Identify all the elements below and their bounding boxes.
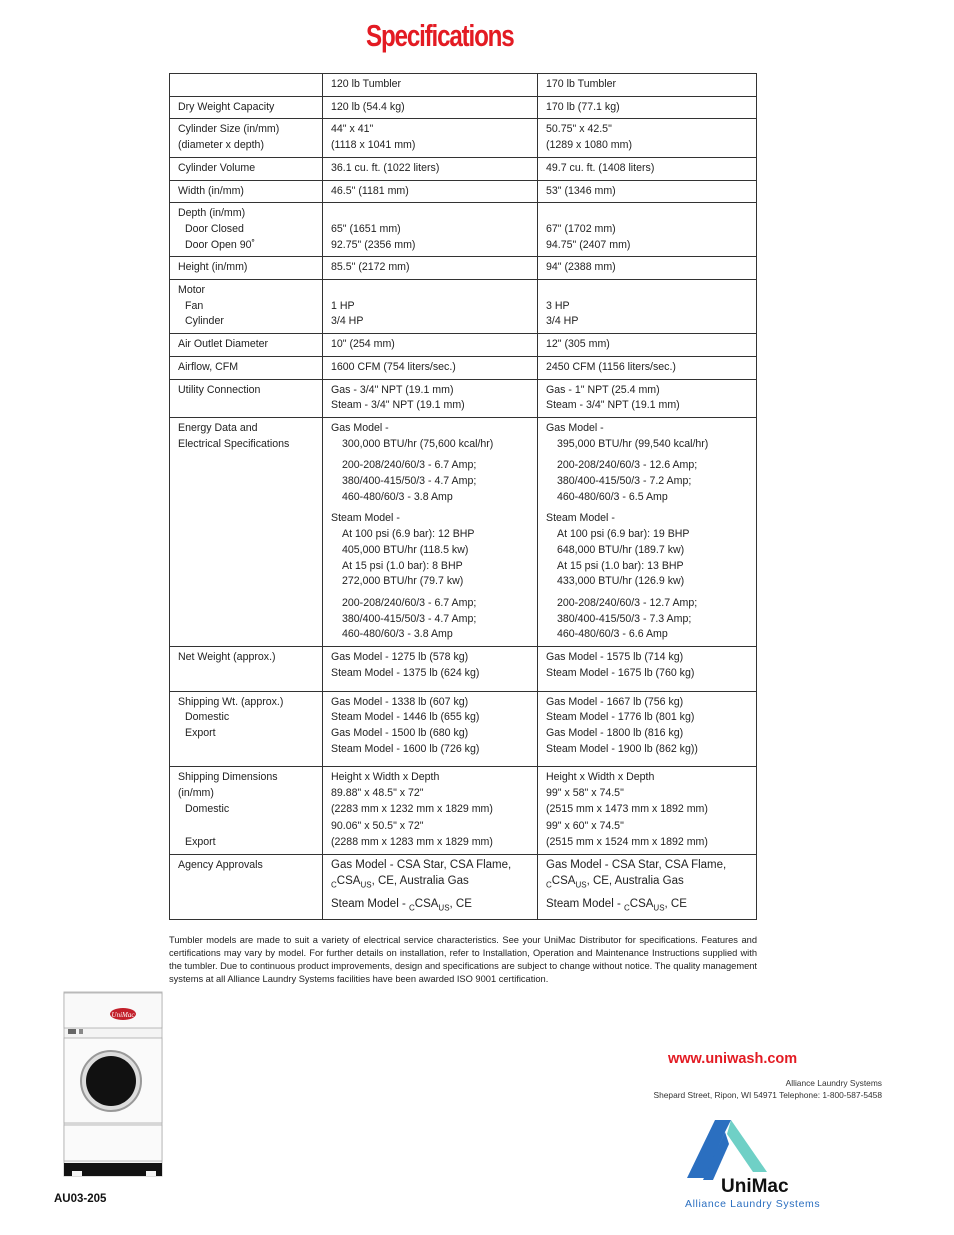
table-row <box>170 356 757 379</box>
row-label: Energy Data and Electrical Specifications <box>170 417 323 646</box>
table-row <box>170 203 757 257</box>
value-120: 85.5" (2172 mm) <box>323 257 538 280</box>
value-170: 12" (305 mm) <box>538 334 757 357</box>
specifications-table <box>169 73 757 920</box>
value-120: 1 HP 3/4 HP <box>323 280 538 334</box>
website-link[interactable]: www.uniwash.com <box>668 1051 798 1067</box>
table-header-row <box>170 74 757 97</box>
value-170: Gas Model - CSA Star, CSA Flame, $_CCSA_{US}$, CE, Australia Gas Steam Model - $_CCSA_{US}$, CE <box>538 854 757 919</box>
value-170: Gas Model - 1575 lb (714 kg) Steam Model - 1675 lb (760 kg) <box>538 647 757 691</box>
row-label: Cylinder Volume <box>170 157 323 180</box>
value-170: Gas - 1" NPT (25.4 mm) Steam - 3/4" NPT (19.1 mm) <box>538 379 757 417</box>
disclaimer-text: Tumbler models are made to suit a variety of electrical service characteristics. See your UniMac Distributor for specifications. Features and certifications may vary by model. For further details on installation, refer to Installation, Operation and Maintenance Instructions supplied with the tumbler. Due to continuous product improvements, design and specifications are subject to change without notice. The quality management systems at all Alliance Laundry Systems facilities have been awarded ISO 9001 certification. <box>169 935 757 984</box>
value-120: 44" x 41" (1118 x 1041 mm) <box>323 119 538 157</box>
row-label: Air Outlet Diameter <box>170 334 323 357</box>
value-170: Gas Model - 1667 lb (756 kg) Steam Model - 1776 lb (801 kg) Gas Model - 1800 lb (816 kg) Steam Model - 1900 lb (862 kg)) <box>538 691 757 767</box>
value-120: Gas Model - CSA Star, CSA Flame, $_CCSA_{US}$, CE, Australia Gas Steam Model - $_CCSA_{US}$, CE <box>323 854 538 919</box>
row-label: Agency Approvals <box>170 854 323 919</box>
value-120: Gas Model - 300,000 BTU/hr (75,600 kcal/hr) 200-208/240/60/3 - 6.7 Amp; 380/400-415/50/3 - 4.7 Amp; 460-480/60/3 - 3.8 Amp Steam Model - At 100 psi (6.9 bar): 12 BHP 405,000 BTU/hr (118.5 kw) At 15 psi (1.0 bar): 8 BHP 272,000 BTU/hr (79.7 kw) 200-208/240/60/3 - 6.7 Amp; 380/400-415/50/3 - 4.7 Amp; 460-480/60/3 - 3.8 Amp <box>323 417 538 646</box>
header-cell: 170 lb Tumbler <box>538 74 757 97</box>
table-row <box>170 119 757 157</box>
value-120: 36.1 cu. ft. (1022 liters) <box>323 157 538 180</box>
table-row <box>170 280 757 334</box>
row-label: Dry Weight Capacity <box>170 96 323 119</box>
value-170: 49.7 cu. ft. (1408 liters) <box>538 157 757 180</box>
header-cell <box>170 74 323 97</box>
value-170: 50.75" x 42.5" (1289 x 1080 mm) <box>538 119 757 157</box>
table-row <box>170 647 757 691</box>
row-label: Motor Fan Cylinder <box>170 280 323 334</box>
row-label: Utility Connection <box>170 379 323 417</box>
value-170: Gas Model - 395,000 BTU/hr (99,540 kcal/hr) 200-208/240/60/3 - 12.6 Amp; 380/400-415/50/3 - 7.2 Amp; 460-480/60/3 - 6.5 Amp Steam Model - At 100 psi (6.9 bar): 19 BHP 648,000 BTU/hr (189.7 kw) At 15 psi (1.0 bar): 13 BHP 433,000 BTU/hr (126.9 kw) 200-208/240/60/3 - 12.7 Amp; 380/400-415/50/3 - 7.3 Amp; 460-480/60/3 - 6.6 Amp <box>538 417 757 646</box>
row-label: Height (in/mm) <box>170 257 323 280</box>
value-120: Gas - 3/4" NPT (19.1 mm) Steam - 3/4" NPT (19.1 mm) <box>323 379 538 417</box>
value-170: 67" (1702 mm) 94.75" (2407 mm) <box>538 203 757 257</box>
table-row <box>170 767 757 855</box>
value-170: 3 HP 3/4 HP <box>538 280 757 334</box>
table-row <box>170 334 757 357</box>
logo-brand: UniMac <box>721 1176 789 1197</box>
row-label: Depth (in/mm) Door Closed Door Open 90˚ <box>170 203 323 257</box>
dryer-badge: UniMac <box>111 1011 135 1019</box>
document-code: AU03-205 <box>54 1193 107 1205</box>
address-block: Alliance Laundry Systems Shepard Street, Ripon, WI 54971 Telephone: 1-800-587-5458 <box>653 1078 882 1100</box>
table-row <box>170 96 757 119</box>
table-row <box>170 157 757 180</box>
table-row <box>170 257 757 280</box>
row-label: Net Weight (approx.) <box>170 647 323 691</box>
value-170: 94" (2388 mm) <box>538 257 757 280</box>
value-120: 10" (254 mm) <box>323 334 538 357</box>
table-row <box>170 854 757 919</box>
value-170: 170 lb (77.1 kg) <box>538 96 757 119</box>
logo-tagline: Alliance Laundry Systems <box>685 1198 821 1210</box>
value-170: 53" (1346 mm) <box>538 180 757 203</box>
table-row <box>170 379 757 417</box>
value-120: Gas Model - 1275 lb (578 kg) Steam Model - 1375 lb (624 kg) <box>323 647 538 691</box>
value-120: Height x Width x Depth 89.88" x 48.5" x 72" (2283 mm x 1232 mm x 1829 mm) 90.06" x 50.5" x 72" (2288 mm x 1283 mm x 1829 mm) <box>323 767 538 855</box>
page-title: Specifications <box>366 18 514 53</box>
table-row <box>170 417 757 646</box>
row-label: Shipping Wt. (approx.) Domestic Export <box>170 691 323 767</box>
row-label: Cylinder Size (in/mm) (diameter x depth) <box>170 119 323 157</box>
header-cell: 120 lb Tumbler <box>323 74 538 97</box>
tumbler-dryer-image <box>62 991 164 1177</box>
table-row <box>170 180 757 203</box>
value-120: Gas Model - 1338 lb (607 kg) Steam Model - 1446 lb (655 kg) Gas Model - 1500 lb (680 kg) Steam Model - 1600 lb (726 kg) <box>323 691 538 767</box>
table-row <box>170 691 757 767</box>
value-120: 65" (1651 mm) 92.75" (2356 mm) <box>323 203 538 257</box>
value-120: 120 lb (54.4 kg) <box>323 96 538 119</box>
value-170: Height x Width x Depth 99" x 58" x 74.5" (2515 mm x 1473 mm x 1892 mm) 99" x 60" x 74.5" (2515 mm x 1524 mm x 1892 mm) <box>538 767 757 855</box>
row-label: Width (in/mm) <box>170 180 323 203</box>
value-120: 1600 CFM (754 liters/sec.) <box>323 356 538 379</box>
value-170: 2450 CFM (1156 liters/sec.) <box>538 356 757 379</box>
row-label: Shipping Dimensions (in/mm) Domestic Export <box>170 767 323 855</box>
value-120: 46.5" (1181 mm) <box>323 180 538 203</box>
unimac-logo <box>683 1120 853 1210</box>
row-label: Airflow, CFM <box>170 356 323 379</box>
